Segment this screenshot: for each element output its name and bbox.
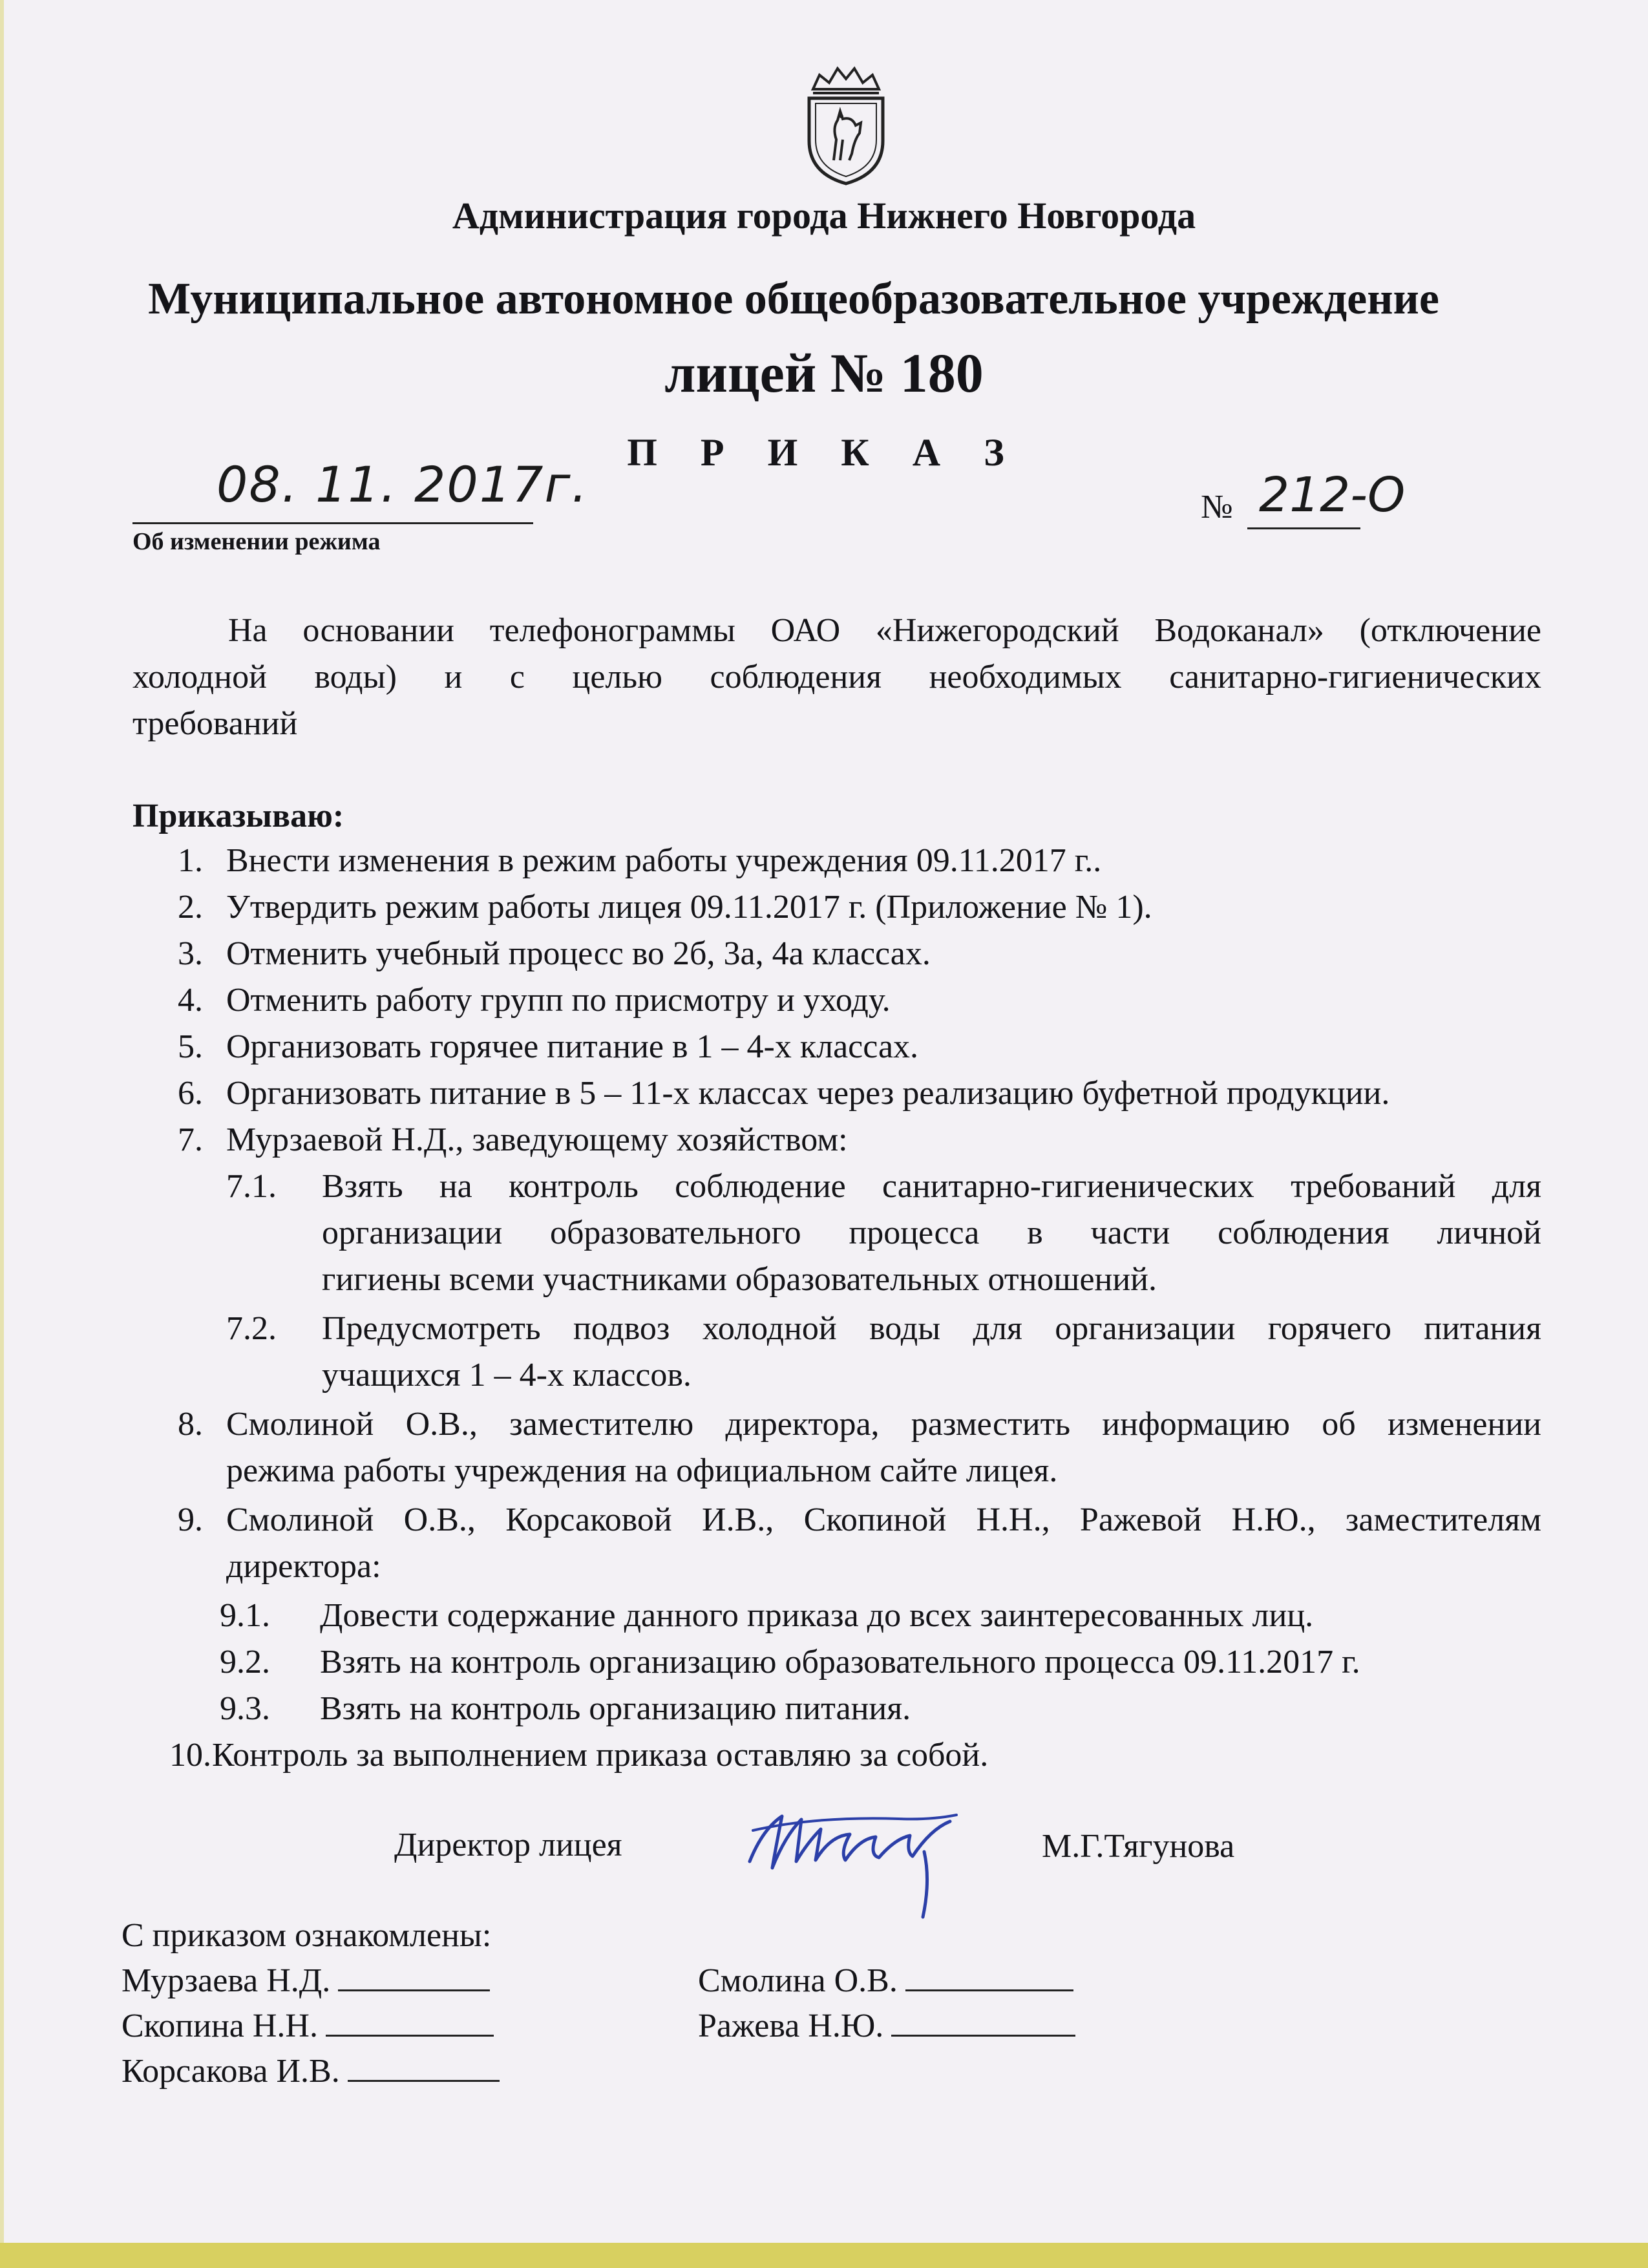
- order-item: [178, 1497, 1541, 1590]
- item-number: 9.1.: [220, 1597, 270, 1634]
- item-text: [322, 1163, 1541, 1303]
- item-text: Контроль за выполнением приказа оставляю за собой.: [212, 1737, 989, 1774]
- item-number: 7.: [178, 1121, 203, 1158]
- signatory-name: Ражева Н.Ю.: [698, 2008, 884, 2044]
- order-item: [178, 1401, 1541, 1494]
- institution-title: Муниципальное автономное общеобразовательное учреждение: [148, 274, 1439, 324]
- director-signature: [737, 1790, 969, 1926]
- item-number: 7.1.: [226, 1168, 277, 1205]
- order-subject: Об изменении режима: [132, 528, 381, 555]
- item-line: гигиены всеми участниками образовательных отношений.: [322, 1261, 1157, 1298]
- item-text: Отменить учебный процесс во 2б, 3а, 4а классах.: [226, 935, 931, 972]
- item-text: [226, 1497, 1541, 1590]
- item-number: 9.2.: [220, 1644, 270, 1680]
- signatory-name: Мурзаева Н.Д.: [121, 1962, 331, 1999]
- item-text: Мурзаевой Н.Д., заведующему хозяйством:: [226, 1121, 848, 1158]
- item-line: Взять на контроль соблюдение санитарно-гигиенических требований для: [322, 1168, 1541, 1205]
- item-number: 9.3.: [220, 1690, 270, 1727]
- item-text: Взять на контроль организацию образовательного процесса 09.11.2017 г.: [320, 1644, 1360, 1680]
- item-line: организации образовательного процесса в части соблюдения личной: [322, 1214, 1541, 1251]
- preamble-line: требований: [132, 705, 298, 742]
- scan-edge-bottom: [0, 2243, 1648, 2268]
- acknowledgement-heading: С приказом ознакомлены:: [121, 1917, 492, 1954]
- signature-blank: [905, 1958, 1073, 1991]
- item-line: Смолиной О.В., заместителю директора, разместить информацию об изменении: [226, 1406, 1541, 1443]
- director-name: М.Г.Тягунова: [1042, 1828, 1235, 1865]
- signature-blank: [891, 2004, 1075, 2037]
- signatory-name: Скопина Н.Н.: [121, 2008, 318, 2044]
- item-line: учащихся 1 – 4-х классов.: [322, 1357, 692, 1394]
- item-text: Организовать горячее питание в 1 – 4-х классах.: [226, 1028, 919, 1065]
- acknowledgement-entry: [121, 1958, 490, 2004]
- item-text: Взять на контроль организацию питания.: [320, 1690, 911, 1727]
- number-underline: [1247, 527, 1360, 529]
- signatory-name: Смолина О.В.: [698, 1962, 898, 1999]
- item-number: 8.: [178, 1406, 203, 1443]
- signature-blank: [348, 2049, 500, 2082]
- acknowledgement-entry: [698, 1958, 1073, 2004]
- item-line: Предусмотреть подвоз холодной воды для организации горячего питания: [322, 1310, 1541, 1347]
- item-number: 10.: [169, 1737, 211, 1774]
- order-subitem: [226, 1163, 1541, 1303]
- document-type: П Р И К А З: [627, 431, 1021, 474]
- director-position: Директор лицея: [394, 1827, 622, 1863]
- item-number: 5.: [178, 1028, 203, 1065]
- preamble-line: На основании телефонограммы ОАО «Нижегородский Водоканал» (отключение: [228, 612, 1541, 649]
- item-text: Утвердить режим работы лицея 09.11.2017 г. (Приложение № 1).: [226, 889, 1152, 926]
- item-text: Отменить работу групп по присмотру и уходу.: [226, 982, 891, 1019]
- item-number: 3.: [178, 935, 203, 972]
- order-number-handwritten: 212-О: [1259, 467, 1406, 523]
- preamble: [132, 608, 1541, 747]
- item-number: 9.: [178, 1501, 203, 1538]
- order-date-handwritten: 08. 11. 2017г.: [217, 456, 589, 513]
- item-text: [226, 1401, 1541, 1494]
- signature-blank: [326, 2004, 494, 2037]
- order-subitem: [226, 1306, 1541, 1399]
- item-number: 1.: [178, 842, 203, 879]
- item-number: 4.: [178, 982, 203, 1019]
- order-number-label: №: [1201, 489, 1233, 525]
- preamble-line: холодной воды) и с целью соблюдения необходимых санитарно-гигиенических: [132, 659, 1541, 695]
- acknowledgement-entry: [121, 2004, 494, 2049]
- orders-heading: Приказываю:: [132, 798, 344, 834]
- item-text: [322, 1306, 1541, 1399]
- signatory-name: Корсакова И.В.: [121, 2053, 340, 2090]
- item-text: Организовать питание в 5 – 11-х классах через реализацию буфетной продукции.: [226, 1075, 1390, 1112]
- administration-title: Администрация города Нижнего Новгорода: [452, 195, 1196, 237]
- lyceum-title: лицей № 180: [664, 342, 984, 404]
- item-number: 2.: [178, 889, 203, 926]
- date-underline: [132, 522, 533, 524]
- item-text: Довести содержание данного приказа до всех заинтересованных лиц.: [320, 1597, 1314, 1634]
- coat-of-arms-icon: [800, 63, 892, 186]
- item-number: 7.2.: [226, 1310, 277, 1347]
- item-line: режима работы учреждения на официальном сайте лицея.: [226, 1452, 1058, 1489]
- acknowledgement-entry: [121, 2049, 500, 2094]
- signature-blank: [338, 1958, 490, 1991]
- item-line: директора:: [226, 1548, 381, 1585]
- item-text: Внести изменения в режим работы учреждения 09.11.2017 г..: [226, 842, 1102, 879]
- item-number: 6.: [178, 1075, 203, 1112]
- acknowledgement-entry: [698, 2004, 1075, 2049]
- item-line: Смолиной О.В., Корсаковой И.В., Скопиной Н.Н., Ражевой Н.Ю., заместителям: [226, 1501, 1541, 1538]
